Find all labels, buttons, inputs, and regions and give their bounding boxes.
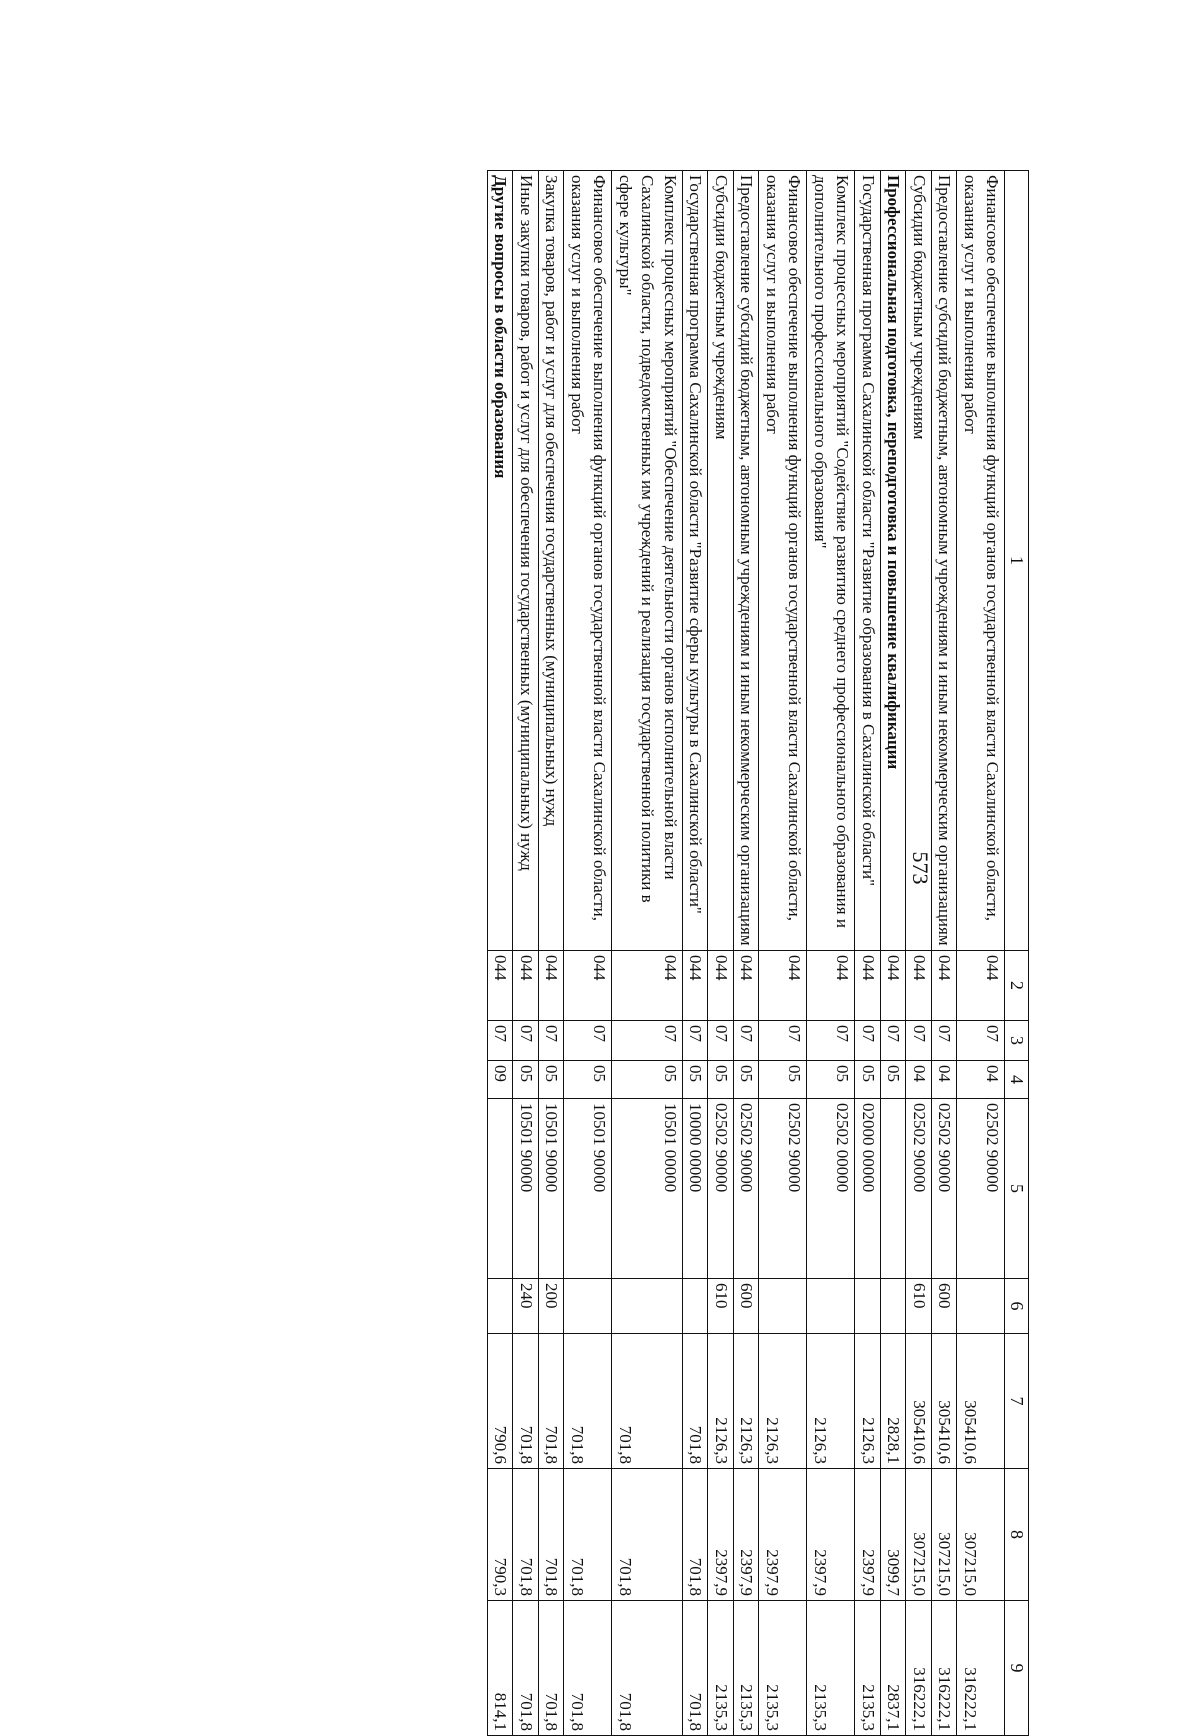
amount-year2-cell: 2397,9 [807, 1469, 855, 1601]
header-cell: 5 [1005, 1099, 1029, 1279]
table-row [906, 171, 932, 1736]
row-name-cell: Предоставление субсидий бюджетным, автономным учреждениям и иным некоммерческим организациям [734, 171, 760, 951]
target-article-cell: 02000 00000 [855, 1099, 881, 1279]
table-row [855, 171, 881, 1736]
amount-year3-cell: 2135,3 [708, 1601, 734, 1736]
target-article-cell: 10501 90000 [564, 1099, 612, 1279]
amount-year1-cell: 305410,6 [906, 1334, 932, 1469]
target-article-cell: 02502 90000 [932, 1099, 958, 1279]
expense-type-cell [612, 1279, 683, 1334]
row-name-cell: Закупка товаров, работ и услуг для обеспечения государственных (муниципальных) нужд [539, 171, 565, 951]
ministry-code-cell: 044 [759, 951, 807, 1021]
ministry-code-cell: 044 [488, 951, 514, 1021]
amount-year1-cell: 790,6 [488, 1334, 514, 1469]
table-row [734, 171, 760, 1736]
row-name-cell: Субсидии бюджетным учреждениям [708, 171, 734, 951]
section-code-cell: 07 [513, 1021, 539, 1061]
expense-type-cell [759, 1279, 807, 1334]
section-code-cell: 07 [932, 1021, 958, 1061]
section-code-cell: 07 [906, 1021, 932, 1061]
expense-type-cell: 200 [539, 1279, 565, 1334]
amount-year3-cell: 701,8 [539, 1601, 565, 1736]
header-cell: 7 [1005, 1334, 1029, 1469]
ministry-code-cell: 044 [734, 951, 760, 1021]
expense-type-cell [683, 1279, 709, 1334]
amount-year3-cell: 701,8 [564, 1601, 612, 1736]
amount-year2-cell: 701,8 [513, 1469, 539, 1601]
expense-type-cell [881, 1279, 907, 1334]
header-cell: 1 [1005, 171, 1029, 951]
ministry-code-cell: 044 [513, 951, 539, 1021]
row-name-cell: Государственная программа Сахалинской области "Развитие сферы культуры в Сахалинской области" [683, 171, 709, 951]
target-article-cell: 10501 90000 [539, 1099, 565, 1279]
amount-year2-cell: 307215,0 [957, 1469, 1005, 1601]
subsection-code-cell: 09 [488, 1061, 514, 1099]
expense-type-cell [807, 1279, 855, 1334]
amount-year2-cell: 2397,9 [759, 1469, 807, 1601]
ministry-code-cell: 044 [612, 951, 683, 1021]
ministry-code-cell: 044 [932, 951, 958, 1021]
amount-year1-cell: 2126,3 [759, 1334, 807, 1469]
subsection-code-cell: 05 [513, 1061, 539, 1099]
section-code-cell: 07 [807, 1021, 855, 1061]
target-article-cell: 02502 90000 [957, 1099, 1005, 1279]
amount-year1-cell: 2126,3 [708, 1334, 734, 1469]
amount-year2-cell: 3099,7 [881, 1469, 907, 1601]
ministry-code-cell: 044 [708, 951, 734, 1021]
amount-year1-cell: 2126,3 [807, 1334, 855, 1469]
subsection-code-cell: 05 [564, 1061, 612, 1099]
amount-year2-cell: 790,3 [488, 1469, 514, 1601]
table-row [513, 171, 539, 1736]
table-row [932, 171, 958, 1736]
expense-type-cell: 610 [906, 1279, 932, 1334]
table-row [683, 171, 709, 1736]
target-article-cell: 02502 00000 [807, 1099, 855, 1279]
target-article-cell: 10501 90000 [513, 1099, 539, 1279]
expense-type-cell [564, 1279, 612, 1334]
amount-year3-cell: 2135,3 [759, 1601, 807, 1736]
amount-year2-cell: 701,8 [612, 1469, 683, 1601]
amount-year1-cell: 701,8 [513, 1334, 539, 1469]
header-cell: 8 [1005, 1469, 1029, 1601]
section-code-cell: 07 [734, 1021, 760, 1061]
subsection-code-cell: 05 [807, 1061, 855, 1099]
subsection-code-cell: 04 [957, 1061, 1005, 1099]
table-header-row [1005, 171, 1029, 1736]
section-code-cell: 07 [539, 1021, 565, 1061]
row-name-cell: Комплекс процессных мероприятий "Обеспечение деятельности органов исполнительной власти Сахалинской области, подведомственных им учреждений и реализация государственной политики в сфере культуры" [612, 171, 683, 951]
subsection-code-cell: 04 [906, 1061, 932, 1099]
section-code-cell: 07 [708, 1021, 734, 1061]
section-code-cell: 07 [855, 1021, 881, 1061]
target-article-cell [881, 1099, 907, 1279]
amount-year3-cell: 2135,3 [855, 1601, 881, 1736]
subsection-code-cell: 05 [734, 1061, 760, 1099]
table-row [612, 171, 683, 1736]
table-row [539, 171, 565, 1736]
table-row [759, 171, 807, 1736]
table-row [881, 171, 907, 1736]
amount-year1-cell: 2828,1 [881, 1334, 907, 1469]
amount-year2-cell: 2397,9 [734, 1469, 760, 1601]
header-cell: 4 [1005, 1061, 1029, 1099]
subsection-code-cell: 04 [932, 1061, 958, 1099]
amount-year1-cell: 701,8 [612, 1334, 683, 1469]
ministry-code-cell: 044 [807, 951, 855, 1021]
subsection-code-cell: 05 [612, 1061, 683, 1099]
target-article-cell: 02502 90000 [708, 1099, 734, 1279]
section-code-cell: 07 [759, 1021, 807, 1061]
row-name-cell: Государственная программа Сахалинской области "Развитие образования в Сахалинской области" [855, 171, 881, 951]
amount-year2-cell: 701,8 [539, 1469, 565, 1601]
row-name-cell: Предоставление субсидий бюджетным, автономным учреждениям и иным некоммерческим организациям [932, 171, 958, 951]
row-name-cell: Комплекс процессных мероприятий "Содействие развитию среднего профессионального образования и дополнительного профессионального образования" [807, 171, 855, 951]
amount-year3-cell: 814,1 [488, 1601, 514, 1736]
target-article-cell: 02502 90000 [759, 1099, 807, 1279]
row-name-cell: Финансовое обеспечение выполнения функций органов государственной власти Сахалинской области, оказания услуг и выполнения работ [759, 171, 807, 951]
target-article-cell: 10000 00000 [683, 1099, 709, 1279]
budget-table [487, 170, 1029, 1736]
amount-year2-cell: 307215,0 [906, 1469, 932, 1601]
ministry-code-cell: 044 [539, 951, 565, 1021]
ministry-code-cell: 044 [881, 951, 907, 1021]
amount-year2-cell: 307215,0 [932, 1469, 958, 1601]
subsection-code-cell: 05 [708, 1061, 734, 1099]
header-cell: 3 [1005, 1021, 1029, 1061]
target-article-cell: 10501 00000 [612, 1099, 683, 1279]
amount-year1-cell: 701,8 [683, 1334, 709, 1469]
header-cell: 2 [1005, 951, 1029, 1021]
amount-year1-cell: 701,8 [564, 1334, 612, 1469]
expense-type-cell [957, 1279, 1005, 1334]
amount-year1-cell: 2126,3 [734, 1334, 760, 1469]
row-name-cell: Финансовое обеспечение выполнения функций органов государственной власти Сахалинской области, оказания услуг и выполнения работ [957, 171, 1005, 951]
amount-year2-cell: 701,8 [564, 1469, 612, 1601]
amount-year1-cell: 701,8 [539, 1334, 565, 1469]
expense-type-cell: 600 [932, 1279, 958, 1334]
section-code-cell: 07 [488, 1021, 514, 1061]
amount-year2-cell: 2397,9 [708, 1469, 734, 1601]
budget-table-sheet [63, 170, 1029, 1735]
amount-year2-cell: 701,8 [683, 1469, 709, 1601]
subsection-code-cell: 05 [881, 1061, 907, 1099]
ministry-code-cell: 044 [855, 951, 881, 1021]
amount-year3-cell: 316222,1 [957, 1601, 1005, 1736]
expense-type-cell: 610 [708, 1279, 734, 1334]
amount-year3-cell: 2837,1 [881, 1601, 907, 1736]
ministry-code-cell: 044 [906, 951, 932, 1021]
amount-year3-cell: 701,8 [683, 1601, 709, 1736]
amount-year1-cell: 305410,6 [957, 1334, 1005, 1469]
expense-type-cell: 600 [734, 1279, 760, 1334]
header-cell: 6 [1005, 1279, 1029, 1334]
subsection-code-cell: 05 [855, 1061, 881, 1099]
amount-year2-cell: 2397,9 [855, 1469, 881, 1601]
table-row [488, 171, 514, 1736]
table-row [957, 171, 1005, 1736]
section-code-cell: 07 [683, 1021, 709, 1061]
section-code-cell: 07 [881, 1021, 907, 1061]
ministry-code-cell: 044 [957, 951, 1005, 1021]
amount-year3-cell: 2135,3 [734, 1601, 760, 1736]
amount-year1-cell: 305410,6 [932, 1334, 958, 1469]
row-name-cell: Субсидии бюджетным учреждениям [906, 171, 932, 951]
row-name-cell: Иные закупки товаров, работ и услуг для обеспечения государственных (муниципальных) нужд [513, 171, 539, 951]
table-row [807, 171, 855, 1736]
section-code-cell: 07 [957, 1021, 1005, 1061]
section-code-cell: 07 [612, 1021, 683, 1061]
table-row [708, 171, 734, 1736]
section-code-cell: 07 [564, 1021, 612, 1061]
ministry-code-cell: 044 [683, 951, 709, 1021]
subsection-code-cell: 05 [683, 1061, 709, 1099]
amount-year1-cell: 2126,3 [855, 1334, 881, 1469]
expense-type-cell [488, 1279, 514, 1334]
target-article-cell: 02502 90000 [734, 1099, 760, 1279]
ministry-code-cell: 044 [564, 951, 612, 1021]
target-article-cell: 02502 90000 [906, 1099, 932, 1279]
page-number: 573 [908, 851, 933, 885]
expense-type-cell [855, 1279, 881, 1334]
subsection-code-cell: 05 [759, 1061, 807, 1099]
amount-year3-cell: 701,8 [513, 1601, 539, 1736]
target-article-cell [488, 1099, 514, 1279]
amount-year3-cell: 701,8 [612, 1601, 683, 1736]
table-row [564, 171, 612, 1736]
row-name-cell: Другие вопросы в области образования [488, 171, 514, 951]
row-name-cell: Финансовое обеспечение выполнения функций органов государственной власти Сахалинской области, оказания услуг и выполнения работ [564, 171, 612, 951]
row-name-cell: Профессиональная подготовка, переподготовка и повышение квалификации [881, 171, 907, 951]
header-cell: 9 [1005, 1601, 1029, 1736]
subsection-code-cell: 05 [539, 1061, 565, 1099]
amount-year3-cell: 316222,1 [906, 1601, 932, 1736]
expense-type-cell: 240 [513, 1279, 539, 1334]
amount-year3-cell: 2135,3 [807, 1601, 855, 1736]
amount-year3-cell: 316222,1 [932, 1601, 958, 1736]
